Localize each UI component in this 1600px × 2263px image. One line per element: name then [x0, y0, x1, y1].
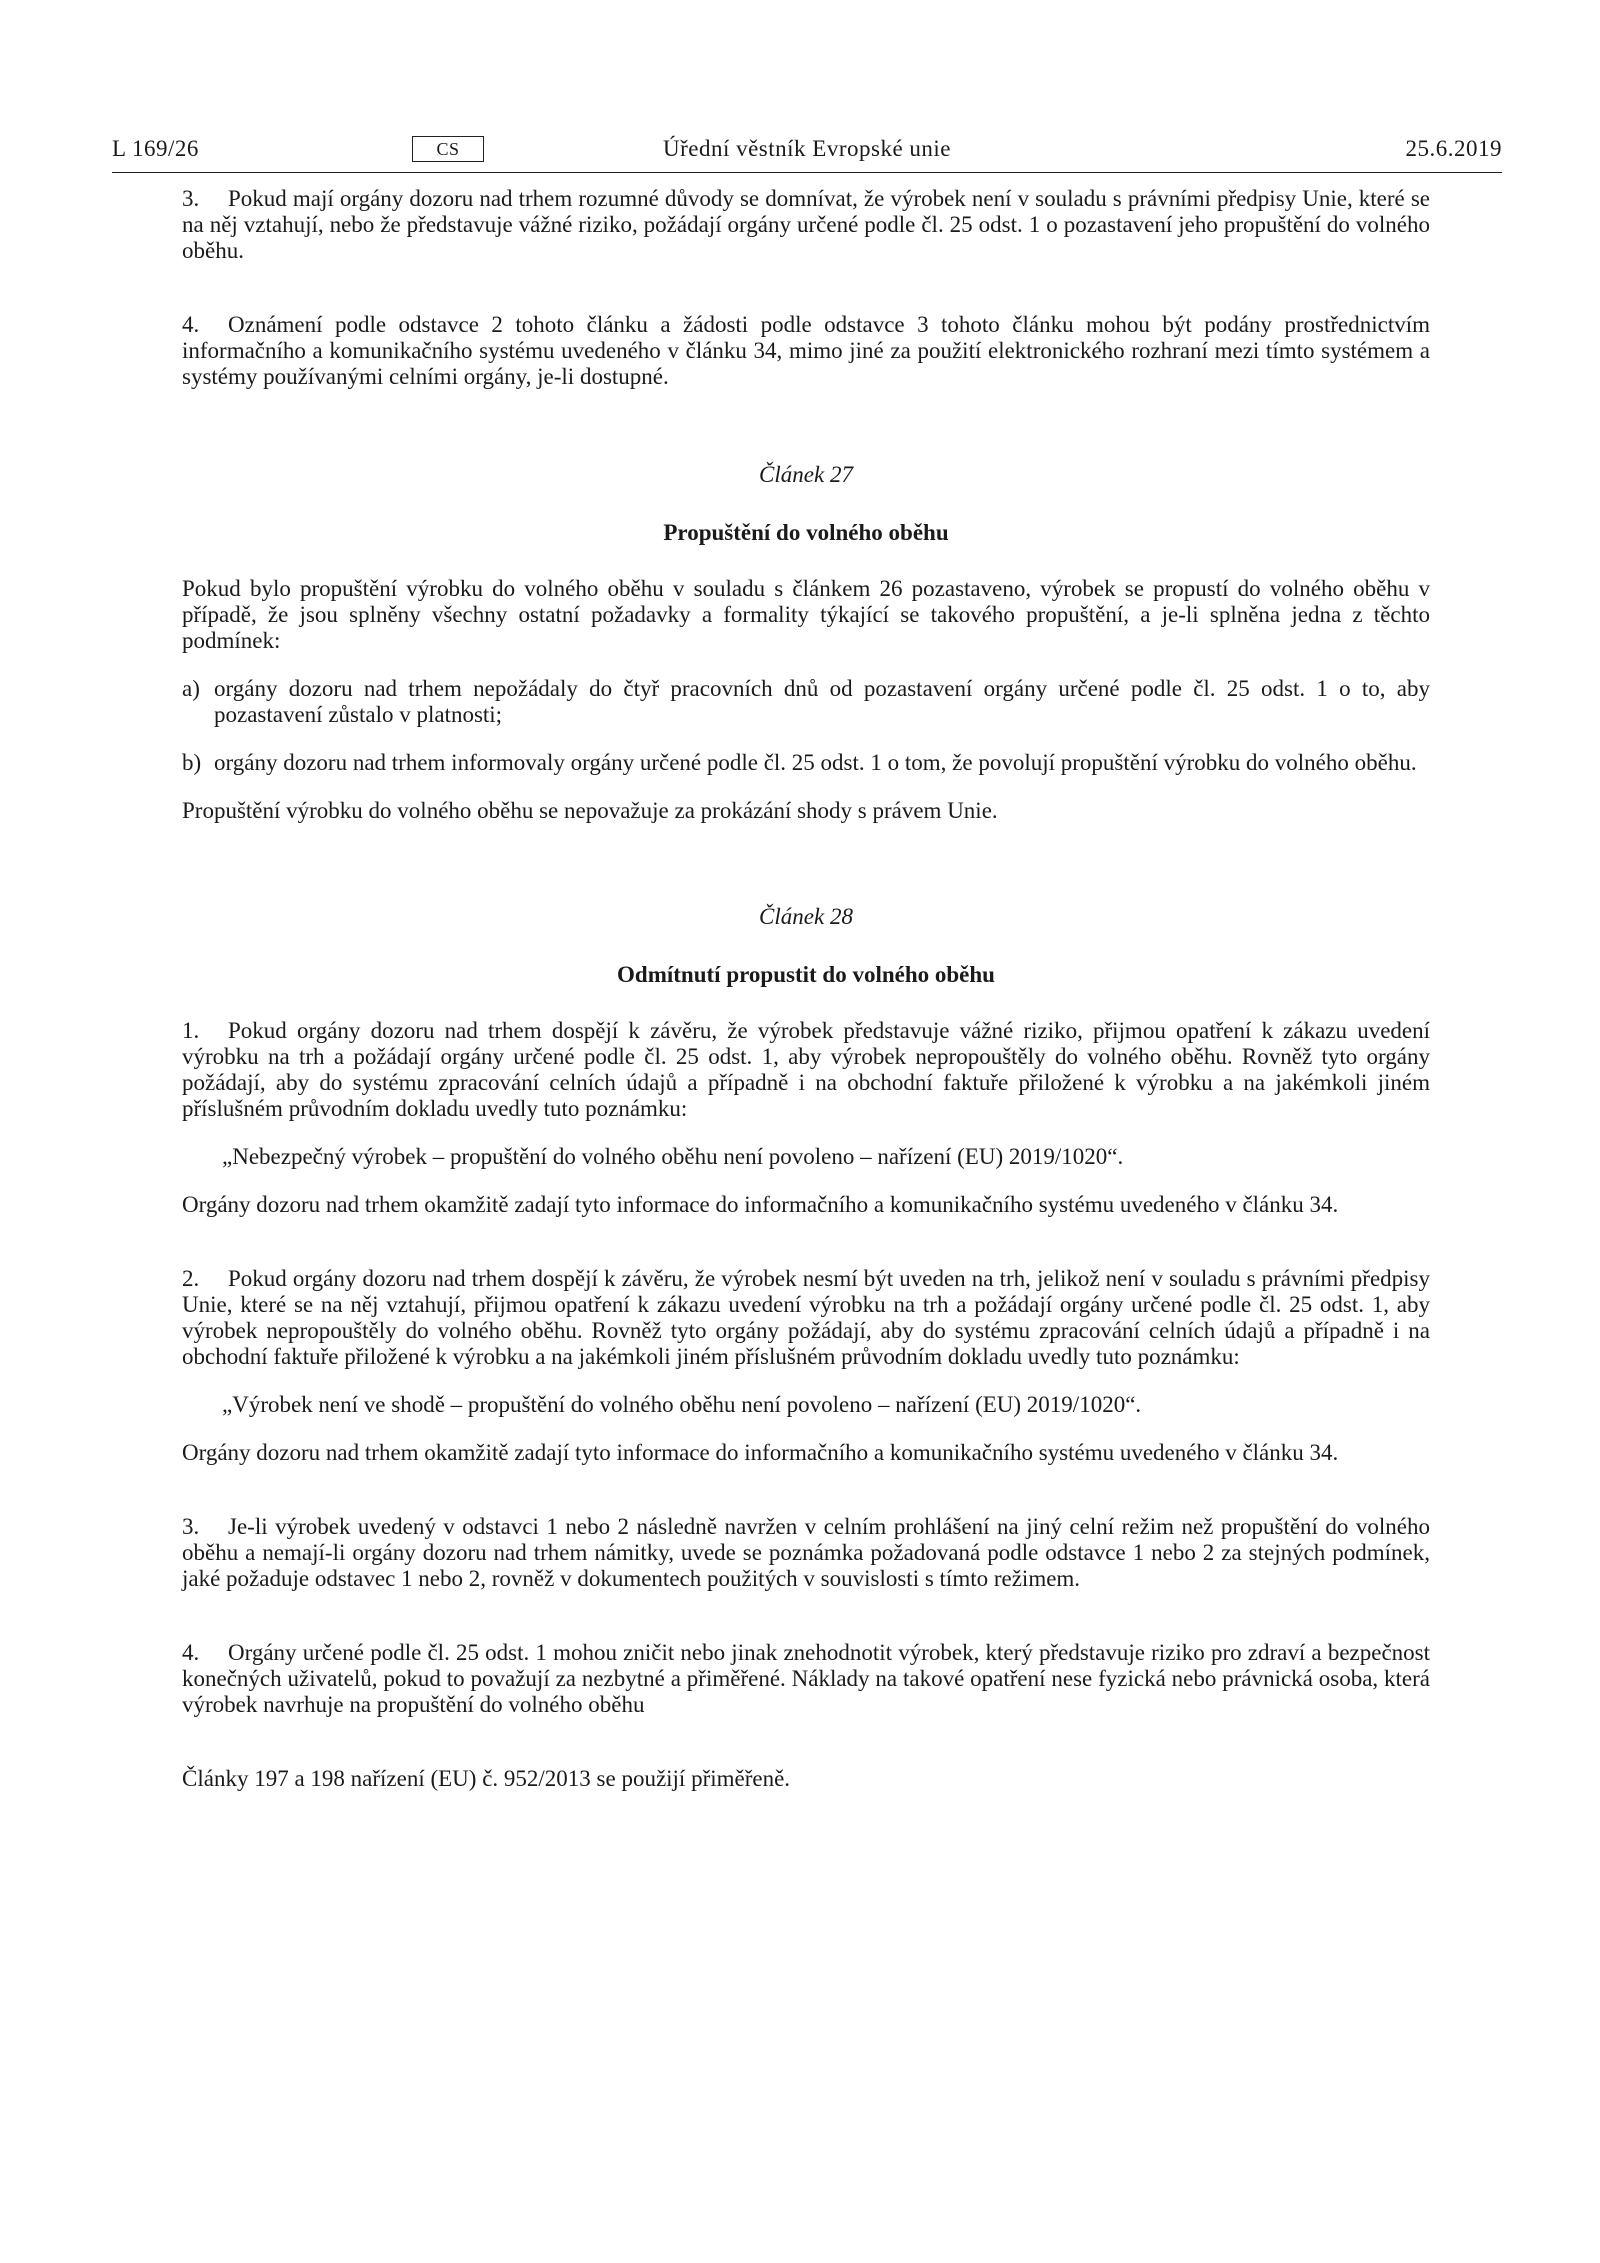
art28-paragraph-4	[182, 1640, 1430, 1718]
language-code-box: CS	[412, 136, 484, 162]
art28-closing: Články 197 a 198 nařízení (EU) č. 952/2013 se použijí přiměřeně.	[182, 1766, 791, 1791]
article-27-title: Propuštění do volného oběhu	[663, 520, 949, 545]
art28-paragraph-3	[182, 1514, 1430, 1592]
art26-paragraph-4	[182, 312, 1430, 390]
article-27-number: Článek 27	[759, 462, 853, 487]
art28-quote-2: „Výrobek není ve shodě – propuštění do volného oběhu není povoleno – nařízení (EU) 2019/1020“.	[222, 1392, 1142, 1417]
art28-paragraph-1-after: Orgány dozoru nad trhem okamžitě zadají tyto informace do informačního a komunikačního systému uvedeného v článku 34.	[182, 1192, 1339, 1217]
art28-paragraph-2-after: Orgány dozoru nad trhem okamžitě zadají tyto informace do informačního a komunikačního systému uvedeného v článku 34.	[182, 1440, 1339, 1465]
paragraph-number: 4.	[182, 1640, 200, 1665]
publication-date: 25.6.2019	[1405, 136, 1502, 161]
journal-reference: L 169/26	[112, 136, 199, 161]
art28-paragraph-2	[182, 1266, 1430, 1370]
article-28-title: Odmítnutí propustit do volného oběhu	[617, 962, 995, 987]
paragraph-number: 1.	[182, 1018, 200, 1043]
document-body	[182, 186, 1430, 1814]
art28-paragraph-1	[182, 1018, 1430, 1122]
paragraph-number: 3.	[182, 1514, 200, 1539]
art28-quote-1: „Nebezpečný výrobek – propuštění do volného oběhu není povoleno – nařízení (EU) 2019/1020“.	[222, 1144, 1124, 1169]
paragraph-number: 3.	[182, 186, 200, 211]
paragraph-number: 2.	[182, 1266, 200, 1291]
paragraph-text: Pokud orgány dozoru nad trhem dospějí k závěru, že výrobek představuje vážné riziko, přijmou opatření k zákazu uvedení výrobku na trh a požádají orgány určené podle čl. 25 odst. 1, aby výrobek nepropouštěly do volného oběhu. Rovněž tyto orgány požádají, aby do systému zpracování celních údajů a případně i na obchodní faktuře přiložené k výrobku a na jakémkoli jiném příslušném průvodním dokladu uvedly tuto poznámku:	[182, 1018, 1430, 1121]
paragraph-number: 4.	[182, 312, 200, 337]
journal-title: Úřední věstník Evropské unie	[662, 136, 952, 161]
paragraph-text: Pokud orgány dozoru nad trhem dospějí k závěru, že výrobek nesmí být uveden na trh, jelikož není v souladu s právními předpisy Unie, které se na něj vztahují, přijmou opatření k zákazu uvedení výrobku na trh a požádají orgány určené podle čl. 25 odst. 1, aby výrobek nepropouštěly do volného oběhu. Rovněž tyto orgány požádají, aby do systému zpracování celních údajů a případně i na obchodní faktuře přiložené k výrobku a na jakémkoli jiném příslušném průvodním dokladu uvedly tuto poznámku:	[182, 1266, 1430, 1369]
list-item-text: orgány dozoru nad trhem nepožádaly do čtyř pracovních dnů od pozastavení orgány určené podle čl. 25 odst. 1 o to, aby pozastavení zůstalo v platnosti;	[214, 676, 1430, 727]
paragraph-text: Pokud mají orgány dozoru nad trhem rozumné důvody se domnívat, že výrobek není v souladu s právními předpisy Unie, které se na něj vztahují, nebo že představuje vážné riziko, požádají orgány určené podle čl. 25 odst. 1 o pozastavení jeho propuštění do volného oběhu.	[182, 186, 1430, 263]
list-letter: a)	[182, 676, 200, 701]
list-item-text: orgány dozoru nad trhem informovaly orgány určené podle čl. 25 odst. 1 o tom, že povolují propuštění výrobku do volného oběhu.	[214, 750, 1417, 775]
paragraph-text: Je-li výrobek uvedený v odstavci 1 nebo 2 následně navržen v celním prohlášení na jiný celní režim než propuštění do volného oběhu a nemají-li orgány dozoru nad trhem námitky, uvede se poznámka požadovaná podle odstavce 1 nebo 2 za stejných podmínek, jaké požaduje odstavec 1 nebo 2, rovněž v dokumentech použitých v souvislosti s tímto režimem.	[182, 1514, 1430, 1591]
header-divider	[112, 172, 1502, 173]
list-letter: b)	[182, 750, 202, 775]
paragraph-text: Oznámení podle odstavce 2 tohoto článku a žádosti podle odstavce 3 tohoto článku mohou být podány prostřednictvím informačního a komunikačního systému uvedeného v článku 34, mimo jiné za použití elektronického rozhraní mezi tímto systémem a systémy používanými celními orgány, je-li dostupné.	[182, 312, 1430, 389]
page-header	[112, 128, 1502, 168]
art27-item-a	[182, 676, 1430, 728]
paragraph-text: Orgány určené podle čl. 25 odst. 1 mohou zničit nebo jinak znehodnotit výrobek, který představuje riziko pro zdraví a bezpečnost konečných uživatelů, pokud to považují za nezbytné a přiměřené. Náklady na takové opatření nese fyzická nebo právnická osoba, která výrobek navrhuje na propuštění do volného oběhu	[182, 1640, 1430, 1717]
art27-item-b	[182, 750, 1430, 776]
art27-closing: Propuštění výrobku do volného oběhu se nepovažuje za prokázání shody s právem Unie.	[182, 798, 998, 823]
art27-intro: Pokud bylo propuštění výrobku do volného oběhu v souladu s článkem 26 pozastaveno, výrobek se propustí do volného oběhu v případě, že jsou splněny všechny ostatní požadavky a formality týkající se takového propuštění, a je-li splněna jedna z těchto podmínek:	[182, 576, 1430, 653]
art26-paragraph-3	[182, 186, 1430, 264]
article-28-number: Článek 28	[759, 904, 853, 929]
